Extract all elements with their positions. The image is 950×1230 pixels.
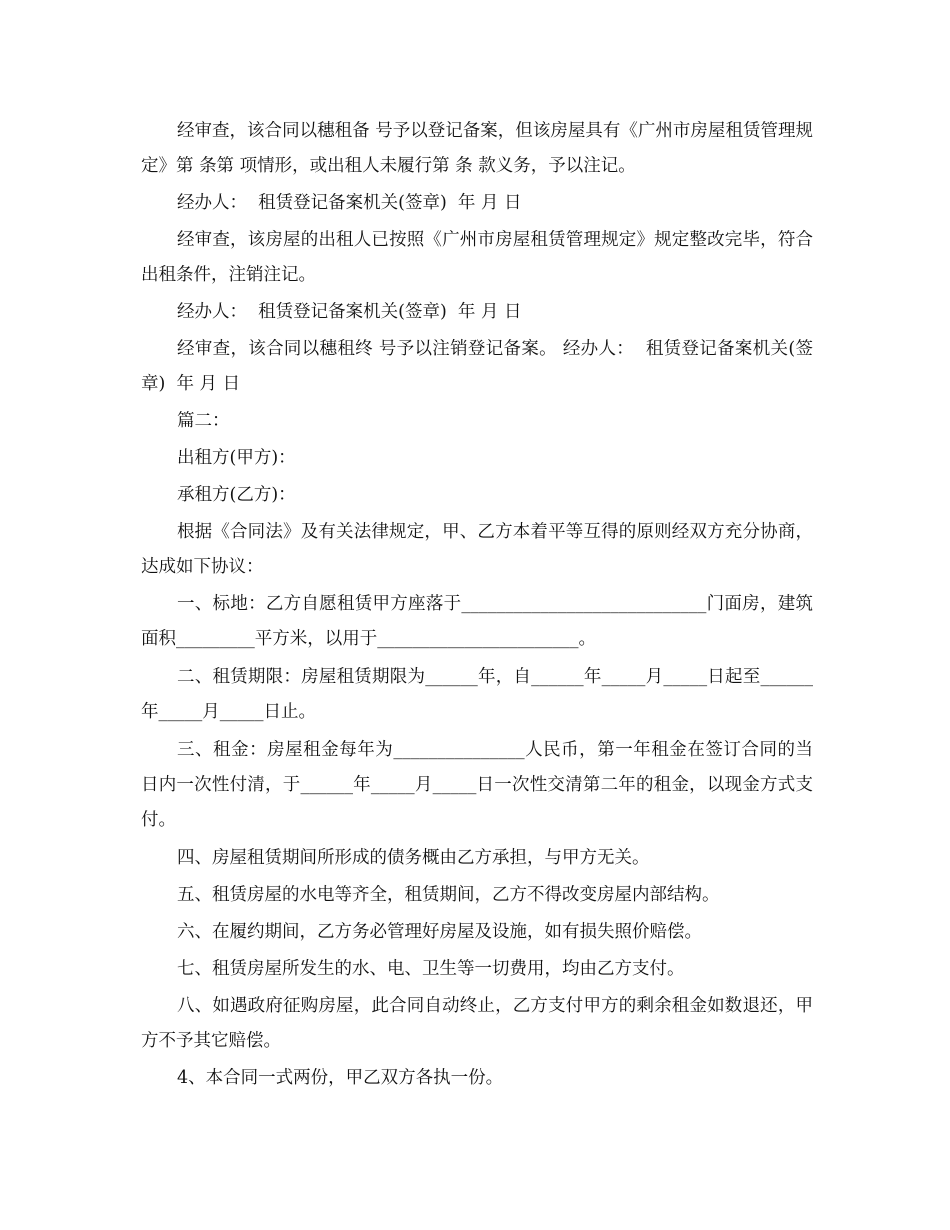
clause-utilities-structure: 五、租赁房屋的水电等齐全，租赁期间，乙方不得改变房屋内部结构。 bbox=[177, 885, 720, 905]
clause-maintenance: 六、在履约期间，乙方务必管理好房屋及设施，如有损失照价赔偿。 bbox=[177, 922, 702, 942]
clause-expenses: 七、租赁房屋所发生的水、电、卫生等一切费用，均由乙方支付。 bbox=[177, 959, 685, 979]
clause-lease-term: 二、租赁期限：房屋租赁期限为______年，自______年_____月_____日起至______年_____月_____日止。 bbox=[141, 667, 813, 722]
paragraph-review-rectification: 经审查，该房屋的出租人已按照《广州市房屋租赁管理规定》规定整改完毕，符合出租条件，注销注记。 bbox=[141, 230, 813, 285]
paragraph-review-registration: 经审查，该合同以穗租备 号予以登记备案，但该房屋具有《广州市房屋租赁管理规定》第 条第 项情形，或出租人未履行第 条 款义务，予以注记。 bbox=[141, 121, 813, 176]
paragraph-handler-signature-2: 经办人： 租赁登记备案机关(签章) 年 月 日 bbox=[177, 302, 522, 322]
clause-copies: 4、本合同一式两份，甲乙双方各执一份。 bbox=[177, 1068, 504, 1088]
party-lessee: 承租方(乙方)： bbox=[177, 485, 296, 505]
clause-rent: 三、租金：房屋租金每年为_______________人民币，第一年租金在签订合同的当日内一次性付清，于______年_____月_____日一次性交清第二年的租金，以现金方式支付。 bbox=[141, 740, 813, 830]
document-page bbox=[141, 114, 813, 1098]
paragraph-preamble: 根据《合同法》及有关法律规定，甲、乙方本着平等互得的原则经双方充分协商，达成如下协议： bbox=[141, 522, 813, 577]
clause-subject: 一、标地：乙方自愿租赁甲方座落于____________________________门面房，建筑面积_________平方米，以用于_______________________。 bbox=[141, 594, 813, 649]
paragraph-handler-signature-1: 经办人： 租赁登记备案机关(签章) 年 月 日 bbox=[177, 193, 522, 213]
section-heading-part-two: 篇二： bbox=[177, 411, 230, 431]
paragraph-review-cancellation: 经审查，该合同以穗租终 号予以注销登记备案。 经办人： 租赁登记备案机关(签章) 年 月 日 bbox=[141, 339, 813, 394]
party-lessor: 出租方(甲方)： bbox=[177, 448, 296, 468]
clause-government-acquisition: 八、如遇政府征购房屋，此合同自动终止，乙方支付甲方的剩余租金如数退还，甲方不予其它赔偿。 bbox=[141, 996, 813, 1051]
clause-debts: 四、房屋租赁期间所形成的债务概由乙方承担，与甲方无关。 bbox=[177, 848, 650, 868]
